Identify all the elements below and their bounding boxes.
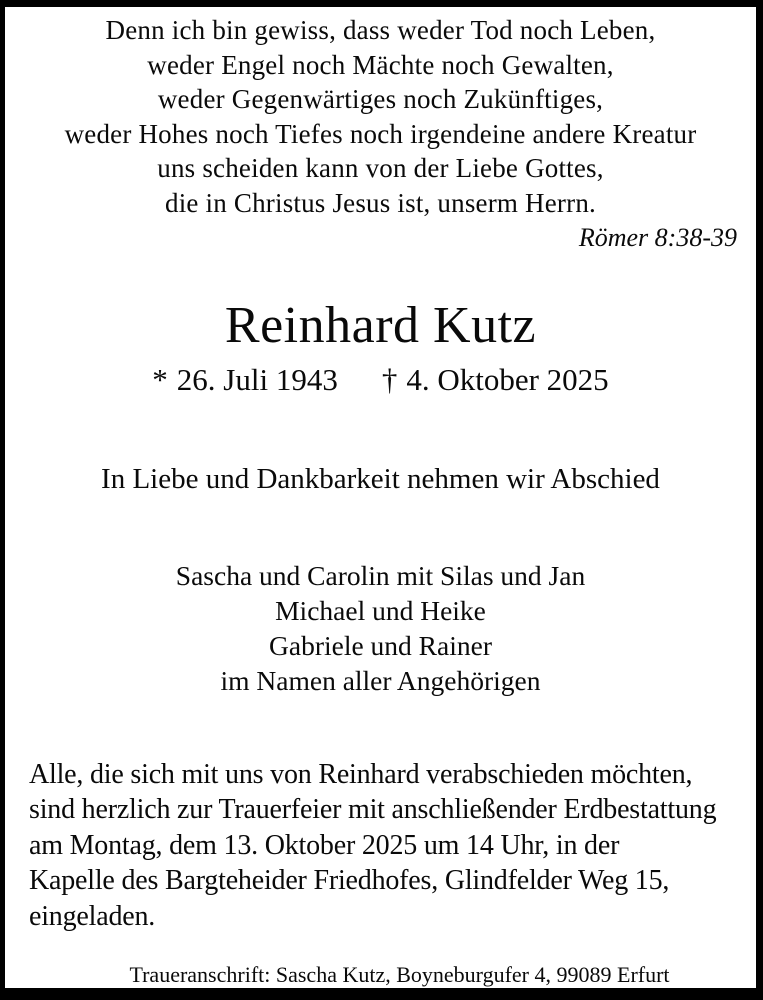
farewell-line: In Liebe und Dankbarkeit nehmen wir Abschied (101, 463, 660, 495)
verse-line: uns scheiden kann von der Liebe Gottes, (157, 153, 604, 184)
verse-line: weder Gegenwärtiges noch Zukünftiges, (157, 84, 604, 115)
condolence-address: Traueranschrift: Sascha Kutz, Boyneburgufer 4, 99089 Erfurt (129, 962, 670, 987)
verse-reference: Römer 8:38-39 (578, 223, 737, 252)
bible-verse (5, 13, 756, 221)
mourner-line: Sascha und Carolin mit Silas und Jan (175, 560, 586, 591)
mourner-line: Gabriele und Rainer (269, 630, 492, 661)
invitation-line: am Montag, dem 13. Oktober 2025 um 14 Uhr, in der (29, 829, 620, 861)
verse-line: Denn ich bin gewiss, dass weder Tod noch Leben, (105, 15, 656, 45)
birth-date-text: 26. Juli 1943 (176, 362, 338, 397)
verse-line: weder Engel noch Mächte noch Gewalten, (147, 49, 614, 80)
life-dates (5, 361, 756, 399)
obituary-notice-card (5, 7, 756, 988)
mourner-line: im Namen aller Angehörigen (220, 665, 541, 696)
funeral-invitation (29, 757, 740, 934)
birth-date (152, 361, 338, 399)
mourner-line: Michael und Heike (275, 595, 486, 626)
invitation-line: Kapelle des Bargteheider Friedhofes, Glindfelder Weg 15, (29, 865, 670, 897)
born-symbol: * (152, 362, 168, 397)
death-date (382, 361, 609, 399)
verse-line: weder Hohes noch Tiefes noch irgendeine andere Kreatur (64, 118, 697, 149)
invitation-line: sind herzlich zur Trauerfeier mit anschließender Erdbestattung (29, 794, 717, 826)
deceased-name: Reinhard Kutz (224, 297, 537, 354)
death-date-text: 4. Oktober 2025 (406, 362, 609, 397)
verse-line: die in Christus Jesus ist, unserm Herrn. (165, 187, 596, 218)
cross-symbol: † (381, 362, 398, 397)
invitation-line: eingeladen. (29, 900, 156, 932)
invitation-line: Alle, die sich mit uns von Reinhard verabschieden möchten, (29, 759, 693, 790)
mourners-list (5, 558, 756, 698)
